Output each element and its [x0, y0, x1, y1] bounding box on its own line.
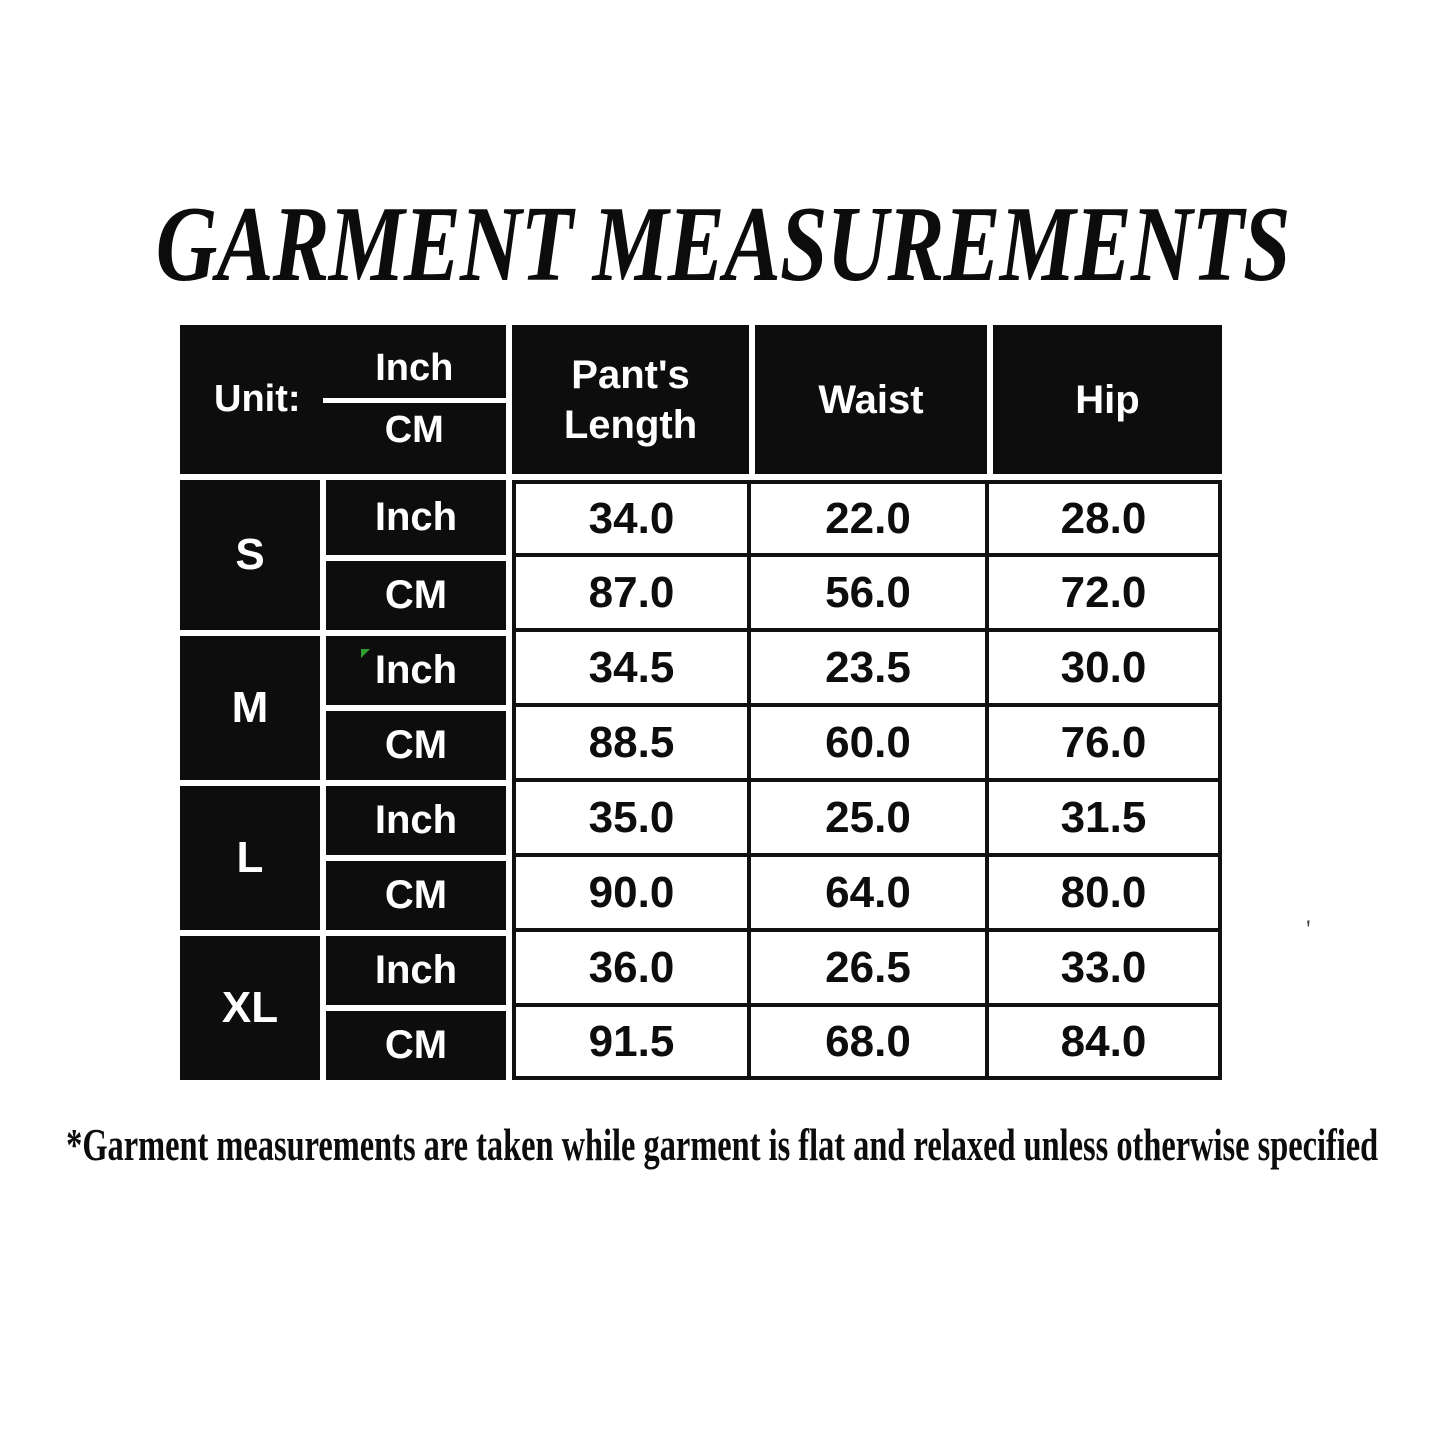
value-l-cm-pants: 90.0	[512, 855, 749, 930]
unit-row-label: Inch	[326, 780, 506, 855]
value-l-inch-hip: 31.5	[987, 780, 1222, 855]
value-xl-cm-pants: 91.5	[512, 1005, 749, 1080]
size-cell-xl: XL	[180, 930, 326, 1080]
value-xl-inch-hip: 33.0	[987, 930, 1222, 1005]
scan-artifact-stray-mark: '	[1306, 915, 1311, 944]
value-m-cm-pants: 88.5	[512, 705, 749, 780]
value-m-inch-pants: 34.5	[512, 630, 749, 705]
value-l-cm-hip: 80.0	[987, 855, 1222, 930]
footnote: *Garment measurements are taken while garment is flat and relaxed unless otherwise specified	[66, 1120, 1379, 1170]
value-s-cm-hip: 72.0	[987, 555, 1222, 630]
value-s-inch-hip: 28.0	[987, 480, 1222, 555]
size-cell-l: L	[180, 780, 326, 930]
value-l-inch-pants: 35.0	[512, 780, 749, 855]
unit-row-label: Inch	[326, 630, 506, 705]
measurements-table	[180, 325, 1222, 1080]
unit-row-label: CM	[326, 855, 506, 930]
unit-header-cell	[180, 325, 506, 480]
value-s-inch-waist: 22.0	[749, 480, 987, 555]
unit-row-label: Inch	[326, 930, 506, 1005]
value-xl-inch-waist: 26.5	[749, 930, 987, 1005]
value-xl-cm-hip: 84.0	[987, 1005, 1222, 1080]
unit-row-label: Inch	[326, 480, 506, 555]
scan-artifact-green-corner	[361, 649, 370, 658]
size-cell-m: M	[180, 630, 326, 780]
value-xl-cm-waist: 68.0	[749, 1005, 987, 1080]
value-l-inch-waist: 25.0	[749, 780, 987, 855]
footnote-container	[0, 1110, 1445, 1180]
value-m-cm-hip: 76.0	[987, 705, 1222, 780]
unit-row-label: CM	[326, 555, 506, 630]
value-xl-inch-pants: 36.0	[512, 930, 749, 1005]
value-m-cm-waist: 60.0	[749, 705, 987, 780]
value-m-inch-waist: 23.5	[749, 630, 987, 705]
page-title-container	[0, 165, 1445, 325]
size-cell-s: S	[180, 480, 326, 630]
value-l-cm-waist: 64.0	[749, 855, 987, 930]
column-header-pants-length: Pant's Length	[512, 325, 749, 480]
unit-row-label: CM	[326, 705, 506, 780]
unit-fraction-cm: CM	[384, 409, 444, 451]
column-header-hip: Hip	[987, 325, 1222, 480]
value-s-cm-waist: 56.0	[749, 555, 987, 630]
table-left-columns	[180, 325, 506, 1080]
unit-row-label: CM	[326, 1005, 506, 1080]
table-data-columns	[512, 325, 1222, 1080]
value-m-inch-hip: 30.0	[987, 630, 1222, 705]
unit-fraction-inch: Inch	[323, 347, 506, 403]
value-s-inch-pants: 34.0	[512, 480, 749, 555]
page-title: GARMENT MEASUREMENTS	[155, 185, 1290, 304]
unit-label: Unit:	[214, 378, 301, 420]
column-header-waist: Waist	[749, 325, 987, 480]
unit-fraction	[323, 347, 506, 452]
value-s-cm-pants: 87.0	[512, 555, 749, 630]
